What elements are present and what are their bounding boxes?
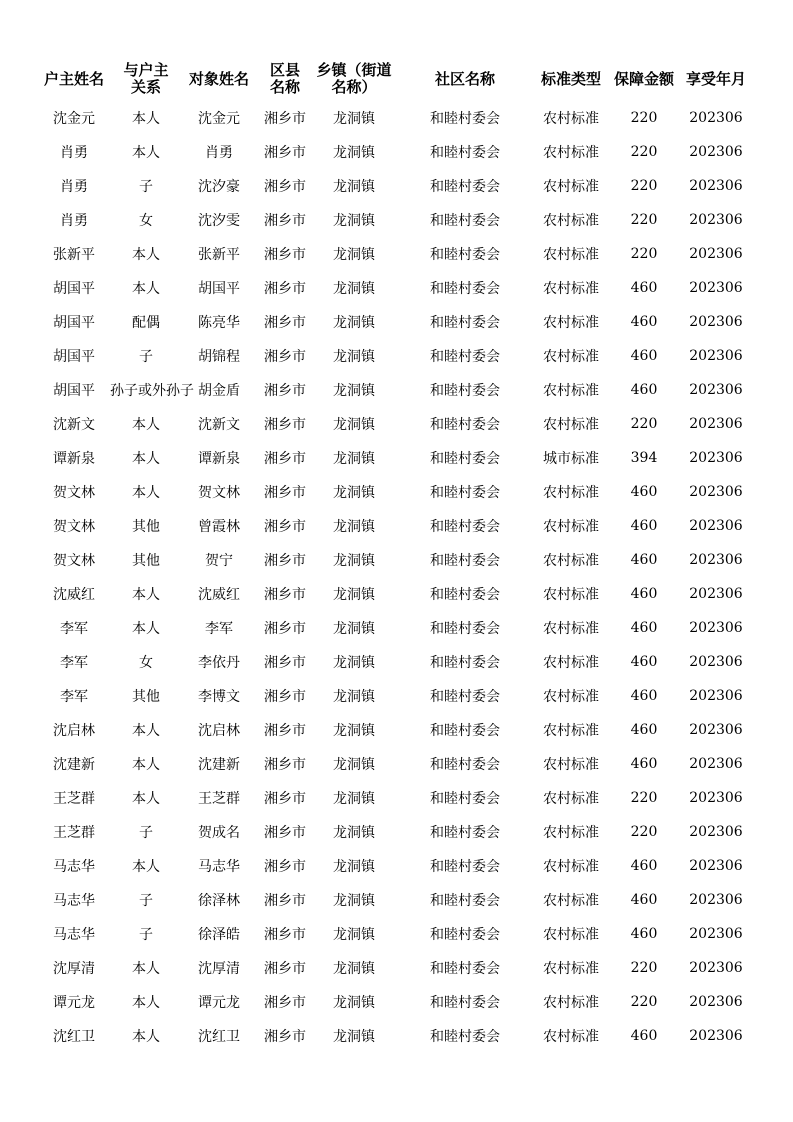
cell-amount: 460: [630, 620, 658, 636]
cell-town: 龙洞镇: [333, 757, 375, 773]
cell-period: 202306: [689, 212, 743, 228]
cell-county: 湘乡市: [264, 179, 306, 195]
cell-householder-name: 沈厚清: [53, 961, 95, 977]
cell-householder-name: 沈金元: [53, 111, 95, 127]
cell-county: 湘乡市: [264, 655, 306, 671]
cell-standard-type: 农村标准: [543, 417, 599, 433]
cell-period: 202306: [689, 926, 743, 942]
cell-amount: 220: [630, 178, 658, 194]
cell-relation: 女: [139, 213, 153, 229]
cell-amount: 460: [630, 518, 658, 534]
cell-recipient-name: 陈亮华: [198, 315, 240, 331]
header-community: 社区名称: [434, 69, 495, 88]
cell-standard-type: 农村标准: [543, 553, 599, 569]
table-row: [38, 237, 750, 271]
cell-relation: 本人: [132, 757, 160, 773]
cell-town: 龙洞镇: [333, 791, 375, 807]
cell-amount: 460: [630, 688, 658, 704]
cell-relation: 本人: [132, 859, 160, 875]
cell-period: 202306: [689, 280, 743, 296]
cell-county: 湘乡市: [264, 927, 306, 943]
table-row: [38, 781, 750, 815]
cell-county: 湘乡市: [264, 213, 306, 229]
cell-standard-type: 农村标准: [543, 791, 599, 807]
cell-amount: 220: [630, 110, 658, 126]
cell-householder-name: 李军: [60, 655, 88, 671]
cell-relation: 本人: [132, 791, 160, 807]
cell-amount: 220: [630, 212, 658, 228]
cell-period: 202306: [689, 416, 743, 432]
cell-period: 202306: [689, 178, 743, 194]
cell-community: 和睦村委会: [430, 315, 500, 331]
cell-period: 202306: [689, 484, 743, 500]
cell-relation: 本人: [132, 961, 160, 977]
cell-recipient-name: 张新平: [198, 247, 240, 263]
cell-period: 202306: [689, 246, 743, 262]
cell-county: 湘乡市: [264, 519, 306, 535]
table-row: [38, 203, 750, 237]
cell-community: 和睦村委会: [430, 553, 500, 569]
cell-town: 龙洞镇: [333, 961, 375, 977]
table-row: [38, 577, 750, 611]
cell-county: 湘乡市: [264, 315, 306, 331]
cell-amount: 460: [630, 892, 658, 908]
cell-community: 和睦村委会: [430, 655, 500, 671]
table-row: [38, 305, 750, 339]
cell-county: 湘乡市: [264, 825, 306, 841]
cell-period: 202306: [689, 688, 743, 704]
cell-community: 和睦村委会: [430, 689, 500, 705]
table-row: [38, 985, 750, 1019]
cell-period: 202306: [689, 110, 743, 126]
cell-standard-type: 农村标准: [543, 859, 599, 875]
cell-community: 和睦村委会: [430, 349, 500, 365]
table-row: [38, 611, 750, 645]
table-header: [38, 57, 750, 101]
cell-relation: 本人: [132, 485, 160, 501]
cell-relation: 其他: [132, 553, 160, 569]
cell-town: 龙洞镇: [333, 587, 375, 603]
cell-householder-name: 贺文林: [53, 485, 95, 501]
cell-householder-name: 肖勇: [60, 213, 88, 229]
cell-amount: 460: [630, 722, 658, 738]
header-town: 乡镇（街道 名称）: [316, 61, 392, 96]
cell-recipient-name: 谭元龙: [198, 995, 240, 1011]
cell-standard-type: 农村标准: [543, 485, 599, 501]
cell-recipient-name: 沈金元: [198, 111, 240, 127]
table-row: [38, 543, 750, 577]
table-row: [38, 271, 750, 305]
cell-town: 龙洞镇: [333, 281, 375, 297]
cell-period: 202306: [689, 654, 743, 670]
cell-community: 和睦村委会: [430, 145, 500, 161]
cell-amount: 460: [630, 654, 658, 670]
cell-standard-type: 农村标准: [543, 927, 599, 943]
cell-period: 202306: [689, 518, 743, 534]
cell-recipient-name: 沈新文: [198, 417, 240, 433]
cell-town: 龙洞镇: [333, 825, 375, 841]
cell-town: 龙洞镇: [333, 553, 375, 569]
cell-county: 湘乡市: [264, 383, 306, 399]
cell-standard-type: 农村标准: [543, 587, 599, 603]
cell-community: 和睦村委会: [430, 213, 500, 229]
cell-relation: 本人: [132, 281, 160, 297]
cell-county: 湘乡市: [264, 859, 306, 875]
cell-recipient-name: 沈汐雯: [198, 213, 240, 229]
cell-recipient-name: 谭新泉: [198, 451, 240, 467]
cell-standard-type: 农村标准: [543, 315, 599, 331]
cell-relation: 本人: [132, 995, 160, 1011]
cell-relation: 子: [139, 179, 153, 195]
cell-county: 湘乡市: [264, 1029, 306, 1045]
cell-county: 湘乡市: [264, 757, 306, 773]
cell-relation: 本人: [132, 621, 160, 637]
cell-relation: 本人: [132, 111, 160, 127]
cell-town: 龙洞镇: [333, 927, 375, 943]
cell-standard-type: 农村标准: [543, 213, 599, 229]
cell-amount: 460: [630, 756, 658, 772]
cell-period: 202306: [689, 858, 743, 874]
cell-householder-name: 王芝群: [53, 791, 95, 807]
cell-county: 湘乡市: [264, 451, 306, 467]
cell-period: 202306: [689, 586, 743, 602]
cell-town: 龙洞镇: [333, 213, 375, 229]
cell-householder-name: 肖勇: [60, 145, 88, 161]
cell-county: 湘乡市: [264, 587, 306, 603]
cell-householder-name: 马志华: [53, 893, 95, 909]
table-body: [38, 101, 750, 1053]
cell-community: 和睦村委会: [430, 383, 500, 399]
header-row: [38, 57, 750, 101]
cell-standard-type: 农村标准: [543, 145, 599, 161]
cell-standard-type: 农村标准: [543, 247, 599, 263]
cell-town: 龙洞镇: [333, 383, 375, 399]
cell-community: 和睦村委会: [430, 247, 500, 263]
cell-period: 202306: [689, 994, 743, 1010]
cell-community: 和睦村委会: [430, 995, 500, 1011]
cell-period: 202306: [689, 620, 743, 636]
cell-householder-name: 沈威红: [53, 587, 95, 603]
cell-period: 202306: [689, 552, 743, 568]
cell-relation: 本人: [132, 451, 160, 467]
cell-amount: 460: [630, 858, 658, 874]
cell-householder-name: 贺文林: [53, 553, 95, 569]
cell-householder-name: 胡国平: [53, 349, 95, 365]
cell-amount: 460: [630, 280, 658, 296]
cell-recipient-name: 沈汐豪: [198, 179, 240, 195]
cell-standard-type: 农村标准: [543, 723, 599, 739]
cell-amount: 460: [630, 926, 658, 942]
cell-county: 湘乡市: [264, 621, 306, 637]
cell-community: 和睦村委会: [430, 621, 500, 637]
cell-town: 龙洞镇: [333, 179, 375, 195]
cell-town: 龙洞镇: [333, 111, 375, 127]
cell-relation: 子: [139, 893, 153, 909]
cell-amount: 460: [630, 314, 658, 330]
cell-householder-name: 张新平: [53, 247, 95, 263]
cell-recipient-name: 肖勇: [205, 145, 233, 161]
cell-amount: 220: [630, 960, 658, 976]
cell-standard-type: 农村标准: [543, 519, 599, 535]
cell-standard-type: 农村标准: [543, 961, 599, 977]
table-row: [38, 645, 750, 679]
cell-county: 湘乡市: [264, 247, 306, 263]
cell-county: 湘乡市: [264, 995, 306, 1011]
cell-town: 龙洞镇: [333, 315, 375, 331]
cell-standard-type: 农村标准: [543, 281, 599, 297]
cell-recipient-name: 李博文: [198, 689, 240, 705]
cell-standard-type: 农村标准: [543, 893, 599, 909]
cell-county: 湘乡市: [264, 349, 306, 365]
table-row: [38, 747, 750, 781]
cell-amount: 220: [630, 144, 658, 160]
cell-householder-name: 胡国平: [53, 281, 95, 297]
cell-amount: 460: [630, 484, 658, 500]
cell-relation: 本人: [132, 417, 160, 433]
cell-town: 龙洞镇: [333, 1029, 375, 1045]
cell-community: 和睦村委会: [430, 281, 500, 297]
cell-community: 和睦村委会: [430, 111, 500, 127]
cell-relation: 孙子或外孙子: [110, 383, 194, 399]
cell-community: 和睦村委会: [430, 791, 500, 807]
cell-recipient-name: 沈启林: [198, 723, 240, 739]
header-relation: 与户主 关系: [123, 61, 169, 96]
cell-householder-name: 谭新泉: [53, 451, 95, 467]
cell-recipient-name: 曾霞林: [198, 519, 240, 535]
cell-householder-name: 沈红卫: [53, 1029, 95, 1045]
cell-town: 龙洞镇: [333, 689, 375, 705]
cell-recipient-name: 沈厚清: [198, 961, 240, 977]
cell-householder-name: 沈启林: [53, 723, 95, 739]
cell-town: 龙洞镇: [333, 485, 375, 501]
header-period: 享受年月: [685, 69, 746, 88]
cell-town: 龙洞镇: [333, 247, 375, 263]
table-row: [38, 135, 750, 169]
cell-county: 湘乡市: [264, 281, 306, 297]
cell-town: 龙洞镇: [333, 349, 375, 365]
cell-period: 202306: [689, 790, 743, 806]
cell-standard-type: 农村标准: [543, 383, 599, 399]
table-row: [38, 509, 750, 543]
header-standard-type: 标准类型: [540, 69, 601, 88]
cell-recipient-name: 胡国平: [198, 281, 240, 297]
cell-county: 湘乡市: [264, 961, 306, 977]
cell-community: 和睦村委会: [430, 757, 500, 773]
cell-county: 湘乡市: [264, 723, 306, 739]
cell-householder-name: 王芝群: [53, 825, 95, 841]
cell-recipient-name: 徐泽皓: [198, 927, 240, 943]
cell-period: 202306: [689, 144, 743, 160]
cell-period: 202306: [689, 824, 743, 840]
cell-town: 龙洞镇: [333, 621, 375, 637]
cell-relation: 其他: [132, 689, 160, 705]
header-amount: 保障金额: [613, 69, 674, 88]
cell-period: 202306: [689, 382, 743, 398]
cell-county: 湘乡市: [264, 145, 306, 161]
cell-county: 湘乡市: [264, 553, 306, 569]
cell-community: 和睦村委会: [430, 927, 500, 943]
cell-town: 龙洞镇: [333, 417, 375, 433]
cell-recipient-name: 贺宁: [205, 553, 233, 569]
cell-recipient-name: 马志华: [198, 859, 240, 875]
header-recipient-name: 对象姓名: [188, 69, 249, 88]
cell-standard-type: 农村标准: [543, 111, 599, 127]
cell-amount: 220: [630, 246, 658, 262]
table-row: [38, 373, 750, 407]
cell-period: 202306: [689, 722, 743, 738]
cell-relation: 配偶: [132, 315, 160, 331]
cell-householder-name: 胡国平: [53, 315, 95, 331]
cell-amount: 220: [630, 416, 658, 432]
cell-community: 和睦村委会: [430, 417, 500, 433]
cell-recipient-name: 沈威红: [198, 587, 240, 603]
cell-town: 龙洞镇: [333, 451, 375, 467]
cell-householder-name: 沈新文: [53, 417, 95, 433]
cell-recipient-name: 胡金盾: [198, 383, 240, 399]
cell-standard-type: 农村标准: [543, 689, 599, 705]
cell-period: 202306: [689, 1028, 743, 1044]
table-row: [38, 883, 750, 917]
cell-town: 龙洞镇: [333, 145, 375, 161]
cell-relation: 本人: [132, 587, 160, 603]
cell-standard-type: 农村标准: [543, 179, 599, 195]
cell-recipient-name: 李依丹: [198, 655, 240, 671]
cell-community: 和睦村委会: [430, 485, 500, 501]
cell-period: 202306: [689, 960, 743, 976]
cell-amount: 460: [630, 552, 658, 568]
cell-recipient-name: 沈红卫: [198, 1029, 240, 1045]
table-row: [38, 679, 750, 713]
cell-town: 龙洞镇: [333, 723, 375, 739]
cell-community: 和睦村委会: [430, 519, 500, 535]
cell-community: 和睦村委会: [430, 893, 500, 909]
cell-period: 202306: [689, 756, 743, 772]
cell-relation: 本人: [132, 723, 160, 739]
cell-community: 和睦村委会: [430, 587, 500, 603]
cell-standard-type: 农村标准: [543, 655, 599, 671]
cell-standard-type: 农村标准: [543, 349, 599, 365]
table-row: [38, 169, 750, 203]
cell-standard-type: 农村标准: [543, 825, 599, 841]
cell-householder-name: 沈建新: [53, 757, 95, 773]
cell-householder-name: 马志华: [53, 859, 95, 875]
cell-relation: 子: [139, 927, 153, 943]
table-row: [38, 101, 750, 135]
cell-recipient-name: 胡锦程: [198, 349, 240, 365]
table-row: [38, 951, 750, 985]
cell-community: 和睦村委会: [430, 1029, 500, 1045]
table-row: [38, 407, 750, 441]
table-row: [38, 1019, 750, 1053]
cell-town: 龙洞镇: [333, 995, 375, 1011]
cell-standard-type: 农村标准: [543, 621, 599, 637]
cell-amount: 220: [630, 994, 658, 1010]
cell-town: 龙洞镇: [333, 893, 375, 909]
cell-recipient-name: 贺成名: [198, 825, 240, 841]
cell-amount: 460: [630, 348, 658, 364]
cell-period: 202306: [689, 892, 743, 908]
cell-recipient-name: 李军: [205, 621, 233, 637]
cell-recipient-name: 王芝群: [198, 791, 240, 807]
table-row: [38, 441, 750, 475]
cell-county: 湘乡市: [264, 893, 306, 909]
cell-county: 湘乡市: [264, 417, 306, 433]
cell-town: 龙洞镇: [333, 519, 375, 535]
cell-recipient-name: 沈建新: [198, 757, 240, 773]
cell-community: 和睦村委会: [430, 723, 500, 739]
cell-householder-name: 李军: [60, 689, 88, 705]
cell-relation: 本人: [132, 1029, 160, 1045]
cell-relation: 本人: [132, 145, 160, 161]
cell-standard-type: 农村标准: [543, 757, 599, 773]
table-row: [38, 339, 750, 373]
cell-amount: 460: [630, 1028, 658, 1044]
cell-county: 湘乡市: [264, 485, 306, 501]
cell-householder-name: 肖勇: [60, 179, 88, 195]
cell-recipient-name: 徐泽林: [198, 893, 240, 909]
cell-town: 龙洞镇: [333, 859, 375, 875]
cell-community: 和睦村委会: [430, 451, 500, 467]
cell-householder-name: 贺文林: [53, 519, 95, 535]
cell-relation: 本人: [132, 247, 160, 263]
cell-recipient-name: 贺文林: [198, 485, 240, 501]
cell-community: 和睦村委会: [430, 179, 500, 195]
cell-amount: 394: [630, 450, 658, 466]
table-row: [38, 713, 750, 747]
cell-county: 湘乡市: [264, 111, 306, 127]
table-row: [38, 917, 750, 951]
cell-relation: 子: [139, 825, 153, 841]
table-row: [38, 815, 750, 849]
cell-period: 202306: [689, 314, 743, 330]
cell-period: 202306: [689, 450, 743, 466]
cell-county: 湘乡市: [264, 689, 306, 705]
cell-relation: 子: [139, 349, 153, 365]
cell-householder-name: 谭元龙: [53, 995, 95, 1011]
cell-householder-name: 李军: [60, 621, 88, 637]
cell-relation: 其他: [132, 519, 160, 535]
cell-amount: 220: [630, 824, 658, 840]
cell-community: 和睦村委会: [430, 825, 500, 841]
assistance-list-table: [38, 57, 750, 1053]
cell-town: 龙洞镇: [333, 655, 375, 671]
cell-amount: 220: [630, 790, 658, 806]
header-householder-name: 户主姓名: [43, 69, 104, 88]
table-row: [38, 475, 750, 509]
cell-amount: 460: [630, 586, 658, 602]
cell-amount: 460: [630, 382, 658, 398]
cell-period: 202306: [689, 348, 743, 364]
header-county: 区县 名称: [269, 61, 300, 96]
table-row: [38, 849, 750, 883]
cell-standard-type: 农村标准: [543, 995, 599, 1011]
cell-county: 湘乡市: [264, 791, 306, 807]
cell-householder-name: 马志华: [53, 927, 95, 943]
cell-standard-type: 农村标准: [543, 1029, 599, 1045]
cell-community: 和睦村委会: [430, 961, 500, 977]
cell-relation: 女: [139, 655, 153, 671]
cell-householder-name: 胡国平: [53, 383, 95, 399]
cell-community: 和睦村委会: [430, 859, 500, 875]
cell-standard-type: 城市标准: [543, 451, 599, 467]
